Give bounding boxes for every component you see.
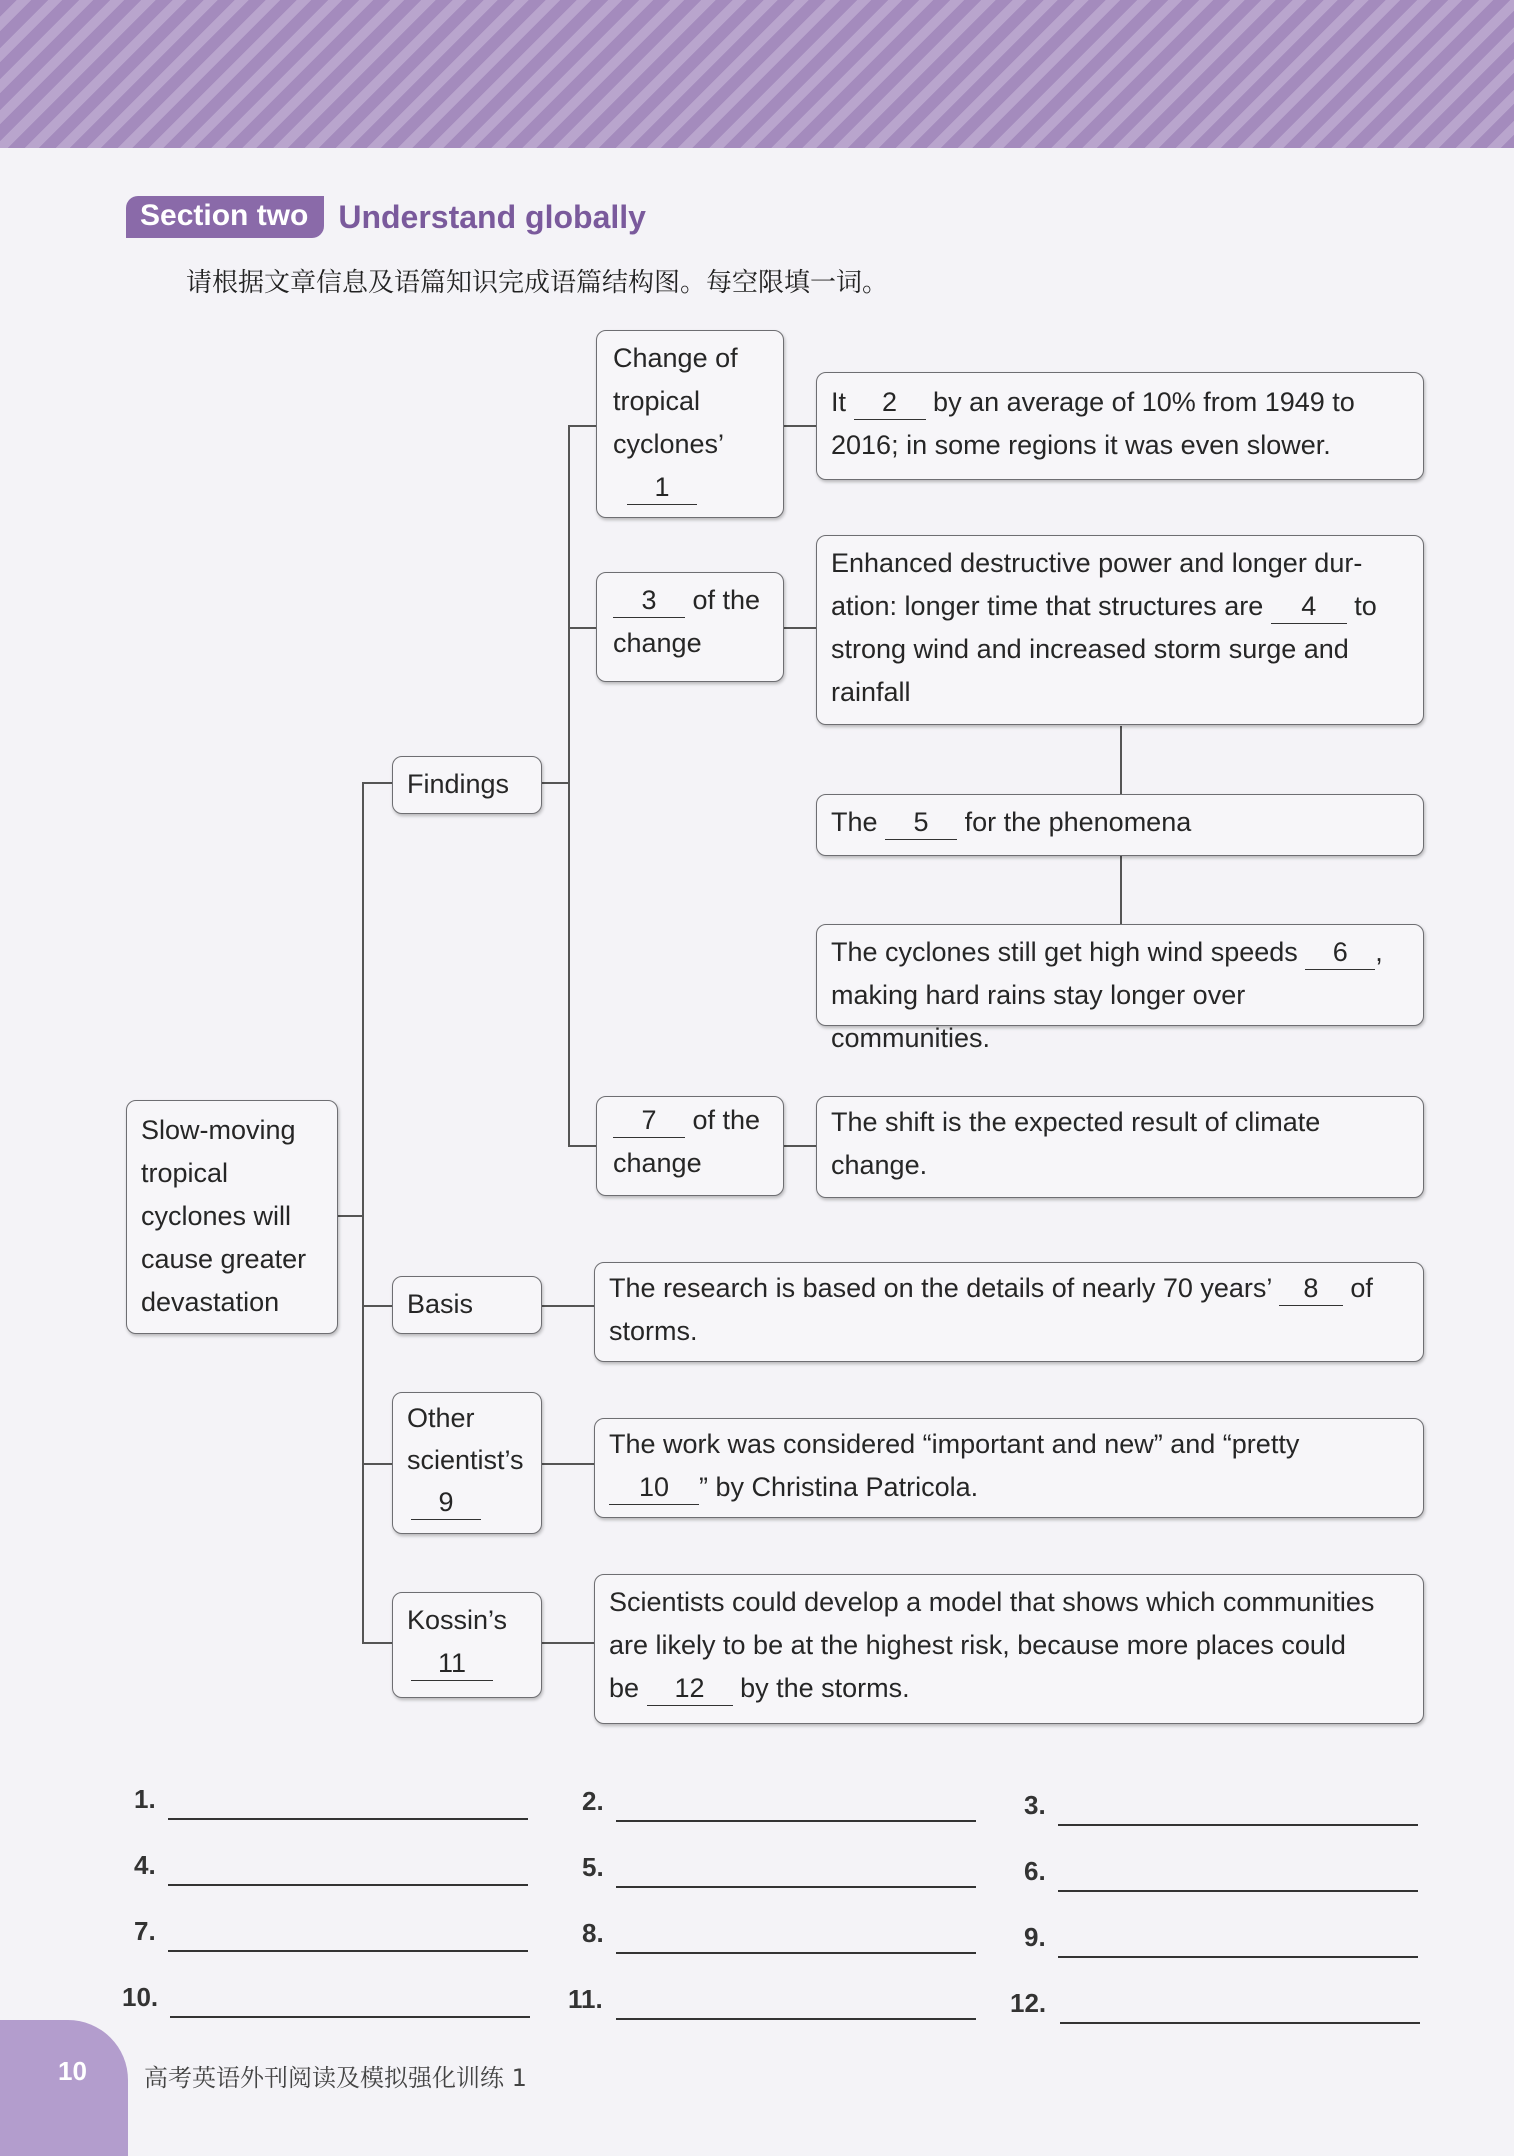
- detail-the: [816, 794, 1424, 856]
- section-badge: Section two: [126, 196, 324, 238]
- root-box: [126, 1100, 338, 1334]
- root-line: cyclones will: [141, 1201, 292, 1231]
- answer-line-11[interactable]: [616, 2018, 976, 2020]
- detail-work: [594, 1418, 1424, 1518]
- blank-6[interactable]: 6: [1305, 935, 1375, 970]
- page-number-tab: [0, 2020, 128, 2156]
- text: It: [831, 387, 847, 417]
- text: 2016; in some regions it was even slower.: [831, 430, 1331, 460]
- blank-1[interactable]: 1: [627, 470, 697, 505]
- answer-label: 9.: [1024, 1922, 1046, 1952]
- text: strong wind and increased storm surge and: [831, 634, 1349, 664]
- text: Scientists could develop a model that shows which communities: [609, 1587, 1375, 1617]
- answer-line-4[interactable]: [168, 1884, 528, 1886]
- text: The: [831, 807, 878, 837]
- connector: [784, 627, 816, 629]
- basis-label: Basis: [407, 1289, 474, 1319]
- answer-line-8[interactable]: [616, 1952, 976, 1954]
- box7-after: of the: [692, 1105, 761, 1135]
- other-box: [392, 1392, 542, 1534]
- other-line: scientist’s: [407, 1445, 524, 1475]
- text: rainfall: [831, 677, 911, 707]
- answer-line-7[interactable]: [168, 1950, 528, 1952]
- answer-label: 8.: [582, 1918, 604, 1948]
- blank-5[interactable]: 5: [885, 805, 957, 840]
- text: ,: [1375, 937, 1383, 967]
- root-line: devastation: [141, 1287, 280, 1317]
- connector: [784, 1145, 816, 1147]
- connector: [362, 782, 364, 1642]
- answer-label: 5.: [582, 1852, 604, 1882]
- answer-label: 6.: [1024, 1856, 1046, 1886]
- connector: [362, 1642, 392, 1644]
- answer-line-2[interactable]: [616, 1820, 976, 1822]
- connector: [568, 425, 596, 427]
- page-number: 10: [58, 2056, 87, 2086]
- connector: [568, 1145, 596, 1147]
- text: The cyclones still get high wind speeds: [831, 937, 1298, 967]
- findings-box: [392, 756, 542, 814]
- text: ation: longer time that structures are: [831, 591, 1264, 621]
- blank-2[interactable]: 2: [854, 385, 926, 420]
- detail-enhanced: [816, 535, 1424, 725]
- detail-it: [816, 372, 1424, 480]
- other-line: Other: [407, 1403, 475, 1433]
- findings-label: Findings: [407, 769, 510, 799]
- text: be: [609, 1673, 640, 1703]
- connector: [362, 1305, 392, 1307]
- text: making hard rains stay longer over communities.: [831, 980, 1246, 1053]
- change-line: tropical: [613, 386, 701, 416]
- basis-box: [392, 1276, 542, 1334]
- change-line: cyclones’: [613, 429, 725, 459]
- connector: [542, 1305, 594, 1307]
- answer-label: 3.: [1024, 1790, 1046, 1820]
- answer-label: 11.: [568, 1984, 603, 2014]
- answer-line-6[interactable]: [1058, 1890, 1418, 1892]
- instruction: 请根据文章信息及语篇知识完成语篇结构图。每空限填一词。: [186, 268, 889, 298]
- blank-9[interactable]: 9: [411, 1485, 481, 1520]
- connector: [338, 1215, 362, 1217]
- root-line: tropical: [141, 1158, 229, 1188]
- text: The research is based on the details of nearly 70 years’: [609, 1273, 1272, 1303]
- text: storms.: [609, 1316, 698, 1346]
- text: by an average of 10% from 1949 to: [933, 387, 1355, 417]
- detail-scientists: [594, 1574, 1424, 1724]
- root-line: Slow-moving: [141, 1115, 296, 1145]
- text: The work was considered “important and new” and “pretty: [609, 1429, 1300, 1459]
- answer-label: 12.: [1010, 1988, 1047, 2018]
- change-line: Change of: [613, 343, 738, 373]
- answer-label: 1.: [134, 1784, 156, 1814]
- blank-4[interactable]: 4: [1271, 589, 1347, 624]
- text: Enhanced destructive power and longer dur-: [831, 548, 1363, 578]
- root-line: cause greater: [141, 1244, 307, 1274]
- blank-3[interactable]: 3: [613, 583, 685, 618]
- text: by the storms.: [740, 1673, 910, 1703]
- connector: [362, 1463, 392, 1465]
- detail-shift: [816, 1096, 1424, 1198]
- blank-10[interactable]: 10: [609, 1470, 699, 1505]
- text: The shift is the expected result of climate: [831, 1107, 1321, 1137]
- answer-line-12[interactable]: [1060, 2022, 1420, 2024]
- box7-line2: change: [613, 1148, 702, 1178]
- box3-after: of the: [692, 585, 761, 615]
- connector: [784, 425, 816, 427]
- header-banner: [0, 0, 1514, 148]
- connector: [362, 782, 392, 784]
- blank-11[interactable]: 11: [411, 1646, 493, 1681]
- connector: [542, 1642, 594, 1644]
- blank-8[interactable]: 8: [1279, 1271, 1343, 1306]
- box3-line2: change: [613, 628, 702, 658]
- section-title: Understand globally: [338, 198, 646, 235]
- text: of: [1350, 1273, 1373, 1303]
- blank-7[interactable]: 7: [613, 1103, 685, 1138]
- blank-12[interactable]: 12: [647, 1671, 733, 1706]
- change-box: [596, 330, 784, 518]
- box-3: [596, 572, 784, 682]
- section-header: [126, 196, 646, 238]
- detail-cyclones: [816, 924, 1424, 1053]
- answer-label: 10.: [122, 1982, 159, 2012]
- kossin-line: Kossin’s: [407, 1605, 508, 1635]
- connector: [568, 627, 596, 629]
- detail-research: [594, 1262, 1424, 1362]
- footer-title: 高考英语外刊阅读及模拟强化训练 1: [144, 2064, 527, 2092]
- answer-label: 7.: [134, 1916, 156, 1946]
- connector: [542, 782, 568, 784]
- connector: [568, 425, 570, 1145]
- answer-label: 4.: [134, 1850, 156, 1880]
- text: are likely to be at the highest risk, because more places could: [609, 1630, 1346, 1660]
- text: for the phenomena: [964, 807, 1192, 837]
- text: to: [1354, 591, 1377, 621]
- kossin-box: [392, 1592, 542, 1698]
- text: ” by Christina Patricola.: [699, 1472, 979, 1502]
- answer-line-3[interactable]: [1058, 1824, 1418, 1826]
- answer-line-10[interactable]: [170, 2016, 530, 2018]
- answer-line-5[interactable]: [616, 1886, 976, 1888]
- answer-line-9[interactable]: [1058, 1956, 1418, 1958]
- answer-label: 2.: [582, 1786, 604, 1816]
- answer-line-1[interactable]: [168, 1818, 528, 1820]
- box-7: [596, 1096, 784, 1196]
- text: change.: [831, 1150, 928, 1180]
- connector: [542, 1463, 594, 1465]
